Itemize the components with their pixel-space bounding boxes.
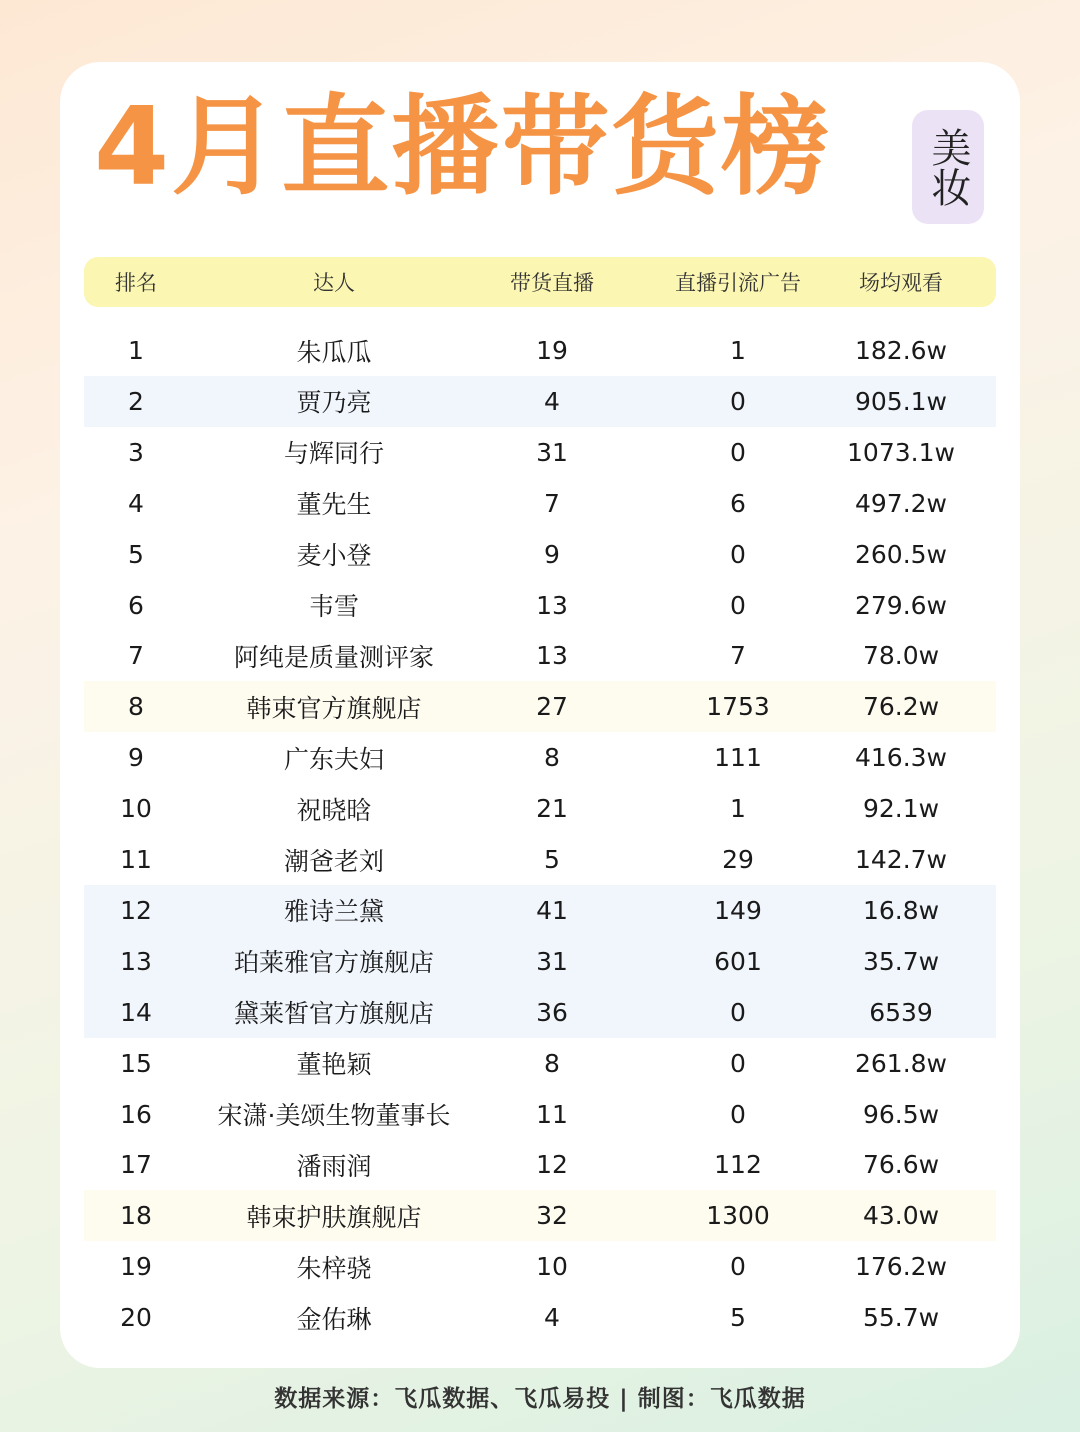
cell-streamer: 珀莱雅官方旗舰店 [234,948,435,978]
cell-rank: 19 [120,1252,152,1282]
cell-live-sessions: 5 [544,845,560,874]
table-row [84,732,996,783]
cell-live-sessions: 13 [536,590,568,620]
category-tag [912,110,984,224]
cell-ad-traffic: 0 [730,386,746,416]
cell-streamer: 董先生 [296,490,372,520]
table-row [84,1038,996,1089]
header-streamer: 达人 [313,271,355,295]
cell-live-sessions: 13 [536,641,568,671]
cell-streamer: 贾乃亮 [296,388,372,418]
cell-live-sessions: 31 [536,946,568,976]
cell-avg-views: 905.1w [854,386,948,416]
header-rank: 排名 [115,271,157,295]
cell-avg-views: 43.0w [862,1201,940,1231]
cell-ad-traffic: 0 [730,1252,746,1282]
cell-rank: 13 [120,946,152,976]
cell-live-sessions: 19 [536,336,568,365]
table-row [84,834,996,885]
cell-ad-traffic: 29 [722,845,754,874]
header-ad-traffic: 直播引流广告 [675,271,801,295]
cell-streamer: 董艳颖 [296,1050,372,1080]
page-title: 4月直播带货榜 [94,85,832,210]
cell-ad-traffic: 112 [714,1150,762,1180]
cell-avg-views: 176.2w [854,1252,948,1282]
cell-rank: 7 [128,641,144,671]
table-row [84,1190,996,1241]
table-row [84,1089,996,1140]
cell-ad-traffic: 0 [730,437,746,467]
cell-streamer: 广东夫妇 [283,744,384,774]
cell-avg-views: 96.5w [862,1099,940,1129]
cell-rank: 8 [128,692,144,722]
cell-rank: 4 [128,488,144,518]
cell-streamer: 麦小登 [296,541,372,571]
cell-live-sessions: 32 [536,1201,568,1231]
cell-live-sessions: 8 [544,1048,560,1078]
cell-live-sessions: 31 [536,437,568,467]
cell-avg-views: 416.3w [854,743,948,773]
cell-live-sessions: 4 [544,1303,560,1333]
cell-avg-views: 261.8w [854,1048,948,1078]
cell-ad-traffic: 0 [730,997,746,1027]
table-row [84,325,996,376]
cell-ad-traffic: 0 [730,590,746,620]
cell-rank: 17 [120,1150,152,1180]
cell-rank: 18 [120,1201,152,1231]
cell-streamer: 潘雨润 [296,1151,372,1181]
cell-live-sessions: 27 [536,692,568,722]
cell-live-sessions: 7 [544,488,560,518]
cell-rank: 16 [120,1099,152,1129]
cell-ad-traffic: 6 [730,488,746,518]
cell-ad-traffic: 0 [730,539,746,569]
table-row [84,376,996,427]
category-tag-label: 美妆 [925,127,971,207]
table-row [84,630,996,681]
cell-rank: 6 [128,590,144,620]
table-row [84,1139,996,1190]
table-row [84,478,996,529]
cell-avg-views: 1073.1w [847,437,955,467]
table-row [84,885,996,936]
cell-live-sessions: 21 [536,794,568,824]
cell-streamer: 雅诗兰黛 [283,897,384,927]
cell-live-sessions: 36 [536,997,568,1027]
table-row [84,1241,996,1292]
cell-avg-views: 92.1w [862,794,940,824]
cell-avg-views: 6539 [869,997,933,1027]
cell-live-sessions: 41 [536,895,568,925]
cell-streamer: 潮爸老刘 [283,846,384,876]
cell-rank: 3 [128,437,144,467]
table-row [84,936,996,987]
table-row [84,529,996,580]
cell-streamer: 朱梓骁 [296,1253,372,1283]
cell-streamer: 阿纯是质量测评家 [234,642,435,672]
table-row [84,681,996,732]
cell-ad-traffic: 1 [730,794,746,824]
cell-avg-views: 76.6w [862,1150,940,1180]
cell-rank: 12 [120,895,152,925]
cell-avg-views: 279.6w [854,590,948,620]
cell-avg-views: 182.6w [854,336,948,365]
cell-ad-traffic: 601 [714,946,762,976]
cell-rank: 14 [120,997,152,1027]
cell-ad-traffic: 111 [714,743,762,773]
cell-ad-traffic: 1300 [706,1201,770,1231]
cell-avg-views: 16.8w [862,895,940,925]
cell-avg-views: 35.7w [862,946,940,976]
cell-avg-views: 497.2w [854,488,948,518]
table-header [84,257,996,307]
cell-streamer: 朱瓜瓜 [296,337,372,367]
cell-rank: 1 [128,336,144,365]
cell-avg-views: 78.0w [862,641,940,671]
cell-streamer: 韩束官方旗舰店 [246,693,422,723]
cell-live-sessions: 4 [544,386,560,416]
cell-live-sessions: 11 [536,1099,568,1129]
ranking-card [60,62,1020,1368]
cell-avg-views: 55.7w [862,1303,940,1333]
table-row [84,987,996,1038]
cell-ad-traffic: 7 [730,641,746,671]
cell-streamer: 黛莱皙官方旗舰店 [234,999,435,1029]
cell-streamer: 韦雪 [308,592,359,621]
cell-avg-views: 260.5w [854,539,948,569]
cell-ad-traffic: 5 [730,1303,746,1333]
cell-ad-traffic: 1753 [706,692,770,722]
cell-rank: 10 [120,794,152,824]
table-row [84,580,996,631]
cell-live-sessions: 10 [536,1252,568,1282]
cell-rank: 2 [128,386,144,416]
cell-streamer: 金佑琳 [296,1304,372,1334]
cell-rank: 15 [120,1048,152,1078]
cell-ad-traffic: 149 [714,895,762,925]
cell-avg-views: 76.2w [862,692,940,722]
cell-rank: 9 [128,743,144,773]
cell-avg-views: 142.7w [854,845,948,874]
cell-live-sessions: 8 [544,743,560,773]
cell-live-sessions: 9 [544,539,560,569]
source-footer: 数据来源：飞瓜数据、飞瓜易投 | 制图：飞瓜数据 [274,1386,806,1412]
header-avg-views: 场均观看 [859,271,943,295]
table-row [84,427,996,478]
cell-rank: 5 [128,539,144,569]
table-row [84,1292,996,1343]
cell-streamer: 宋潇·美颂生物董事长 [217,1101,451,1130]
cell-streamer: 韩束护肤旗舰店 [246,1202,422,1232]
cell-streamer: 与辉同行 [283,439,384,469]
cell-live-sessions: 12 [536,1150,568,1180]
cell-ad-traffic: 1 [730,336,746,365]
cell-rank: 20 [120,1303,152,1333]
cell-rank: 11 [120,845,152,874]
cell-ad-traffic: 0 [730,1048,746,1078]
cell-streamer: 祝晓晗 [296,795,372,825]
cell-ad-traffic: 0 [730,1099,746,1129]
header-live-sessions: 带货直播 [510,271,594,295]
table-row [84,783,996,834]
